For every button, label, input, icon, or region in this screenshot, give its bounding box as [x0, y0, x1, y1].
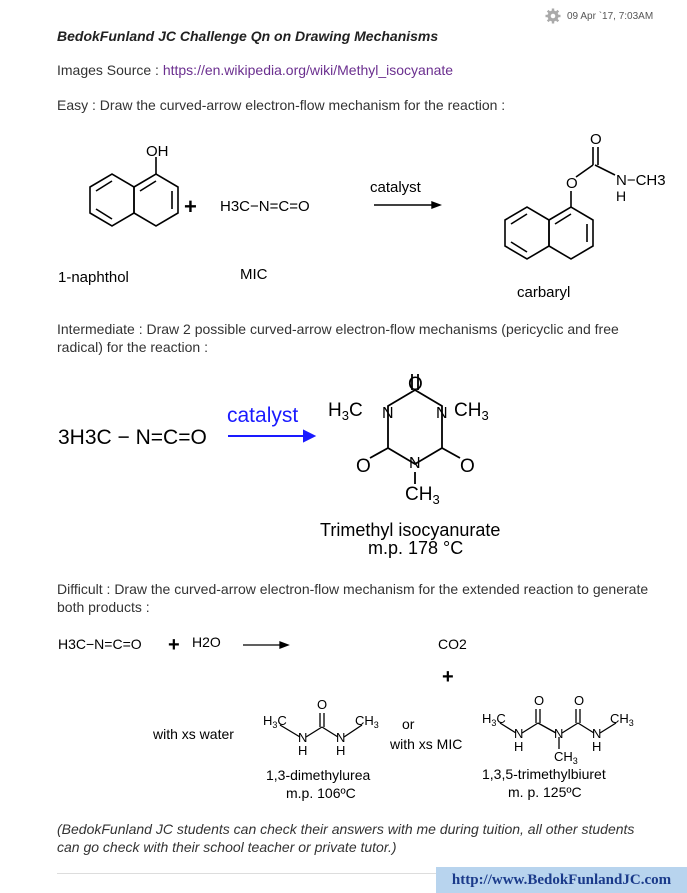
svg-text:H: H: [336, 743, 346, 758]
svg-text:N: N: [298, 730, 308, 745]
urea-name: 1,3-dimethylurea: [266, 767, 371, 783]
intermediate-question: Intermediate : Draw 2 possible curved-arrow electron-flow mechanisms (pericyclic and free radical) for the reaction :: [57, 321, 619, 355]
label-mic: MIC: [240, 266, 268, 283]
source-link[interactable]: https://en.wikipedia.org/wiki/Methyl_isocyanate: [162, 62, 454, 78]
easy-question: Easy : Draw the curved-arrow electron-flow mechanism for the reaction :: [57, 97, 506, 113]
difficult-question: Difficult : Draw the curved-arrow electron-flow mechanism for the extended reaction to generate both products :: [57, 581, 649, 615]
svg-text:CH3: $CH_3$: [454, 400, 489, 423]
post-timestamp: 09 Apr `17, 7:03AM: [567, 10, 654, 22]
svg-text:N: N: [336, 730, 346, 745]
svg-text:N: N: [554, 726, 564, 741]
post-title: BedokFunland JC Challenge Qn on Drawing Mechanisms: [57, 28, 439, 44]
svg-text:O: O: [408, 374, 423, 395]
naphthol-oh: OH: [146, 143, 169, 160]
carbaryl-o-carbonyl: O: [590, 131, 602, 148]
difficult-arrow: [243, 642, 288, 648]
svg-text:H3C: $H_3C$: [482, 711, 506, 728]
watermark-link[interactable]: http://www.BedokFunlandJC.com: [436, 867, 687, 893]
with-xs-mic: with xs MIC: [390, 736, 463, 752]
svg-text:CH3: $CH_3$: [610, 711, 634, 728]
carbaryl-h: H: [616, 188, 627, 204]
label-carbaryl: carbaryl: [517, 284, 571, 301]
plus-sign: +: [184, 194, 197, 219]
urea-mp: m.p. 106ºC: [286, 785, 356, 801]
svg-text:N: N: [409, 455, 421, 472]
closing-note: (BedokFunland JC students can check their answers with me during tuition, all other students can go check with their school teacher or private tutor.): [57, 821, 635, 855]
svg-text:O: O: [317, 697, 328, 712]
label-naphthol: 1-naphthol: [58, 269, 129, 286]
svg-text:H3C: $H_3C$: [328, 400, 363, 423]
carbaryl-o-ester: O: [566, 175, 578, 192]
product-mp: m.p. 178 °C: [368, 538, 464, 558]
intermediate-catalyst: catalyst: [227, 404, 299, 427]
svg-text:N: N: [592, 726, 602, 741]
svg-text:H: H: [298, 743, 308, 758]
biuret-mp: m. p. 125ºC: [508, 784, 582, 800]
easy-arrow: [374, 202, 440, 208]
svg-text:N: N: [382, 405, 394, 422]
difficult-plus-2: +: [442, 666, 454, 688]
difficult-plus: +: [168, 634, 180, 656]
carbaryl-structure: [505, 147, 615, 259]
svg-text:CH3: $CH_3$: [355, 713, 379, 730]
with-xs-water: with xs water: [153, 726, 234, 742]
post-meta: [545, 8, 653, 24]
trimethylbiuret-atoms: [482, 693, 634, 766]
product-name: Trimethyl isocyanurate: [320, 520, 501, 540]
naphthol-structure: [90, 157, 178, 226]
svg-text:N: N: [436, 405, 448, 422]
svg-text:H3C: $H_3C$: [263, 713, 287, 730]
water-formula: H2O: [192, 634, 221, 650]
isocyanurate-atoms: [328, 374, 489, 507]
co2-formula: CO2: [438, 636, 467, 652]
intermediate-reaction-scheme: [50, 368, 650, 563]
intermediate-arrow: [228, 431, 314, 441]
or-text: or: [402, 716, 415, 732]
svg-text:N: N: [514, 726, 524, 741]
svg-text:H: H: [514, 739, 524, 754]
svg-text:O: O: [460, 456, 475, 477]
svg-text:O: O: [574, 693, 585, 708]
source-label: Images Source :: [57, 62, 163, 78]
dimethylurea-structure: [280, 713, 362, 737]
divider: [57, 873, 437, 874]
easy-catalyst: catalyst: [370, 179, 421, 196]
biuret-name: 1,3,5-trimethylbiuret: [482, 766, 606, 782]
svg-text:CH3: $CH_3$: [405, 484, 440, 507]
gear-icon[interactable]: [545, 8, 561, 24]
mic-formula: H3C−N=C=O: [220, 198, 310, 215]
difficult-mic: H3C−N=C=O: [58, 636, 142, 652]
difficult-reaction-scheme: [50, 625, 680, 805]
svg-text:O: O: [356, 456, 371, 477]
mic-trimer-reactant: 3H3C − N=C=O: [58, 426, 207, 449]
svg-text:O: O: [534, 693, 545, 708]
svg-text:CH3: $CH_3$: [554, 749, 578, 766]
source-line: [57, 62, 453, 78]
svg-text:H: H: [592, 739, 602, 754]
carbaryl-nch3: N−CH3: [616, 172, 666, 189]
easy-reaction-scheme: [50, 125, 687, 305]
